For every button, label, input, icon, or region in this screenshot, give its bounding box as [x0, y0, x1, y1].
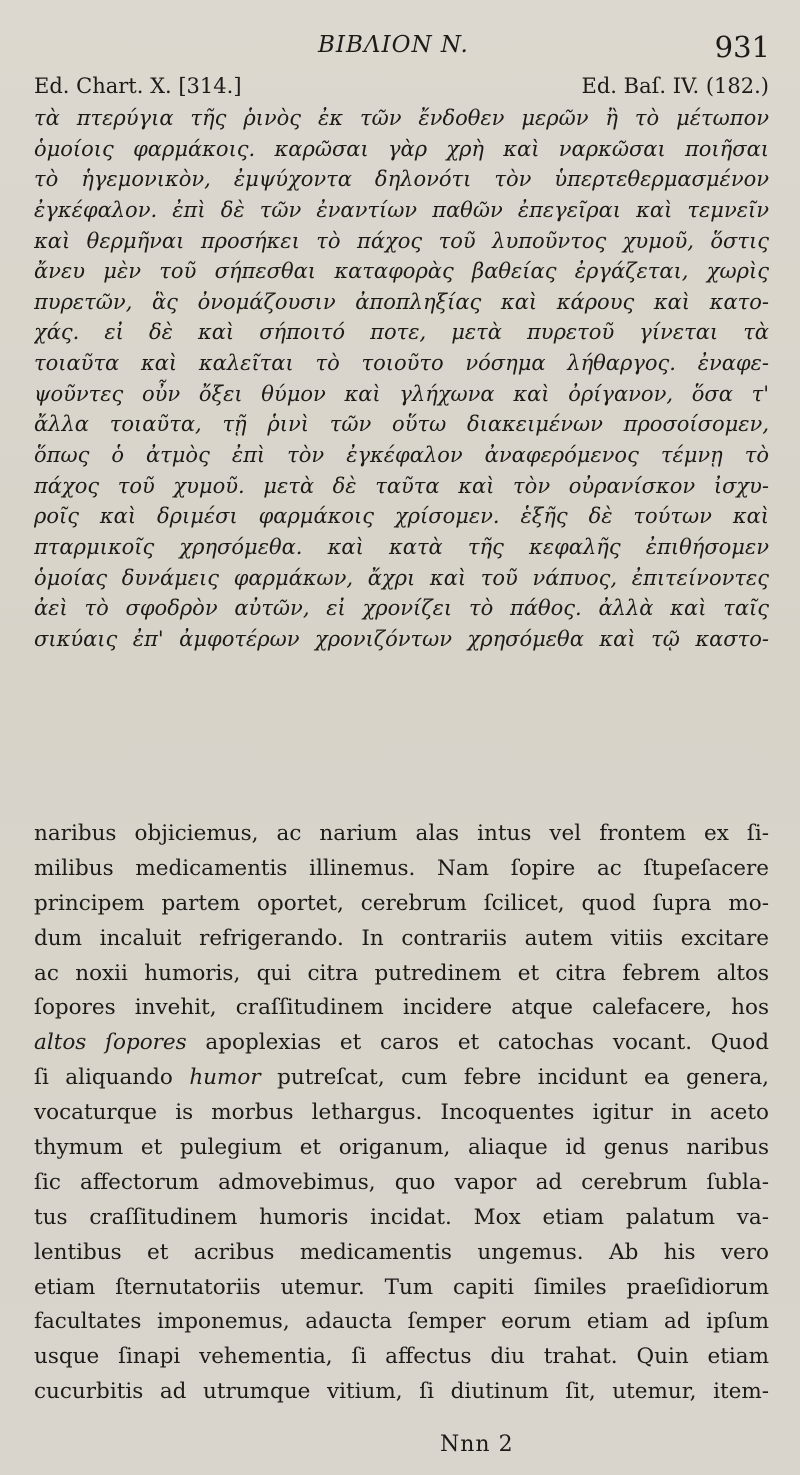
latin-line [34, 1305, 769, 1340]
signature-mark: Nnn 2 [440, 1432, 514, 1457]
latin-italic-term: humor [189, 1065, 261, 1091]
greek-line: τοιαῦτα καὶ καλεῖται τὸ τοιοῦτο νόσημα λήθαργος. ἐναφε- [34, 351, 769, 376]
latin-text: dum incaluit refrigerando. In contrariis autem vitiis excitare [34, 925, 769, 951]
latin-line [34, 1375, 769, 1410]
latin-text: ſopores invehit, craſſitudinem incidere atque calefacere, hos [34, 995, 769, 1021]
greek-line: τὸ ἡγεμονικὸν, ἐμψύχοντα δηλονότι τὸν ὑπερτεθερμασμένον [34, 167, 769, 192]
latin-line [34, 817, 769, 852]
latin-line [34, 1340, 769, 1375]
edition-references [34, 74, 769, 104]
greek-line: σικύαις ἐπ' ἀμφοτέρων χρονιζόντων χρησόμεθα καὶ τῷ καστο- [34, 626, 769, 651]
latin-line [34, 922, 769, 957]
latin-line [34, 1201, 769, 1236]
latin-line [34, 991, 769, 1026]
latin-text: facultates imponemus, adaucta ſemper eorum etiam ad ipſum [34, 1309, 769, 1335]
latin-line [34, 1061, 769, 1096]
greek-line: τὰ πτερύγια τῆς ῥινὸς ἐκ τῶν ἔνδοθεν μερῶν ἢ τὸ μέτωπον [34, 106, 769, 130]
latin-text: apoplexias et caros et catochas vocant. Quod [186, 1030, 769, 1056]
greek-text-block [34, 103, 769, 655]
edition-reference-chartier: Ed. Chart. X. [314.] [34, 74, 242, 98]
latin-line [34, 1131, 769, 1166]
greek-line: καὶ θερμῆναι προσήκει τὸ πάχος τοῦ λυποῦντος χυμοῦ, ὅστις [34, 228, 769, 253]
greek-line: ψοῦντες οὖν ὄξει θύμον καὶ γλήχωνα καὶ ὀρίγανον, ὅσα τ' [34, 381, 769, 406]
latin-line [34, 852, 769, 887]
latin-text: cucurbitis ad utrumque vitium, ſi diutinum ſit, utemur, item- [34, 1379, 769, 1405]
greek-line: ἄνευ μὲν τοῦ σήπεσθαι καταφορὰς βαθείας ἐργάζεται, χωρὶς [34, 259, 769, 284]
running-head [0, 32, 800, 62]
latin-text: principem partem oportet, cerebrum ſcilicet, quod ſupra mo- [34, 890, 769, 916]
edition-reference-basel: Ed. Baſ. IV. (182.) [581, 74, 769, 98]
latin-italic-term: altos ſopores [34, 1030, 187, 1056]
greek-line: πυρετῶν, ἃς ὀνομάζουσιν ἀποπληξίας καὶ κάρους καὶ κατο- [34, 289, 769, 314]
latin-text-block [34, 817, 769, 1410]
latin-text: ſic affectorum admovebimus, quo vapor ad cerebrum ſubla- [34, 1169, 769, 1195]
latin-text: putreſcat, cum febre incidunt ea genera, [260, 1065, 769, 1091]
latin-line [34, 1026, 769, 1061]
latin-text: naribus objiciemus, ac narium alas intus vel frontem ex ſi- [34, 821, 769, 846]
greek-line: ὅπως ὁ ἀτμὸς ἐπὶ τὸν ἐγκέφαλον ἀναφερόμενος τέμνῃ τὸ [34, 443, 769, 468]
latin-text: etiam ſternutatoriis utemur. Tum capiti ſimiles praeſidiorum [34, 1274, 769, 1300]
greek-line: χάς. εἰ δὲ καὶ σήποιτό ποτε, μετὰ πυρετοῦ γίνεται τὰ [34, 320, 769, 345]
greek-line: ἐγκέφαλον. ἐπὶ δὲ τῶν ἐναντίων παθῶν ἐπεγεῖραι καὶ τεμνεῖν [34, 197, 769, 222]
latin-text: thymum et pulegium et origanum, aliaque id genus naribus [34, 1135, 769, 1161]
greek-line: ὁμοίας δυνάμεις φαρμάκων, ἄχρι καὶ τοῦ νάπυος, ἐπιτείνοντες [34, 565, 769, 590]
latin-text: ac noxii humoris, qui citra putredinem et citra febrem altos [34, 960, 769, 986]
latin-line [34, 1271, 769, 1306]
latin-text: milibus medicamentis illinemus. Nam ſopire ac ſtupeſacere [34, 855, 769, 881]
latin-line [34, 1166, 769, 1201]
latin-text: lentibus et acribus medicamentis ungemus. Ab his vero [34, 1239, 769, 1265]
greek-line: ροῖς καὶ δριμέσι φαρμάκοις χρίσομεν. ἑξῆς δὲ τούτων καὶ [34, 504, 769, 529]
latin-line [34, 1096, 769, 1131]
greek-line: πταρμικοῖς χρησόμεθα. καὶ κατὰ τῆς κεφαλῆς ἐπιθήσομεν [34, 534, 769, 559]
greek-line: ἀεὶ τὸ σφοδρὸν αὐτῶν, εἰ χρονίζει τὸ πάθος. ἀλλὰ καὶ ταῖς [34, 596, 769, 621]
latin-text: tus craſſitudinem humoris incidat. Mox etiam palatum va- [34, 1204, 769, 1230]
latin-line [34, 957, 769, 992]
latin-text: usque ſinapi vehementia, ſi affectus diu trahat. Quin etiam [34, 1344, 769, 1370]
latin-text: ſi aliquando [34, 1065, 190, 1091]
greek-line: ἄλλα τοιαῦτα, τῇ ῥινὶ τῶν οὕτω διακειμένων προσοίσομεν, [34, 412, 769, 437]
greek-line: πάχος τοῦ χυμοῦ. μετὰ δὲ ταῦτα καὶ τὸν οὐρανίσκον ἰσχυ- [34, 473, 769, 498]
greek-line: ὁμοίοις φαρμάκοις. καρῶσαι γὰρ χρὴ καὶ ναρκῶσαι ποιῆσαι [34, 136, 769, 161]
latin-line [34, 1236, 769, 1271]
book-title: BIBΛION N. [318, 32, 469, 58]
page-number: 931 [714, 30, 770, 64]
latin-text: vocaturque is morbus lethargus. Incoquentes igitur in aceto [34, 1100, 769, 1126]
latin-line [34, 887, 769, 922]
